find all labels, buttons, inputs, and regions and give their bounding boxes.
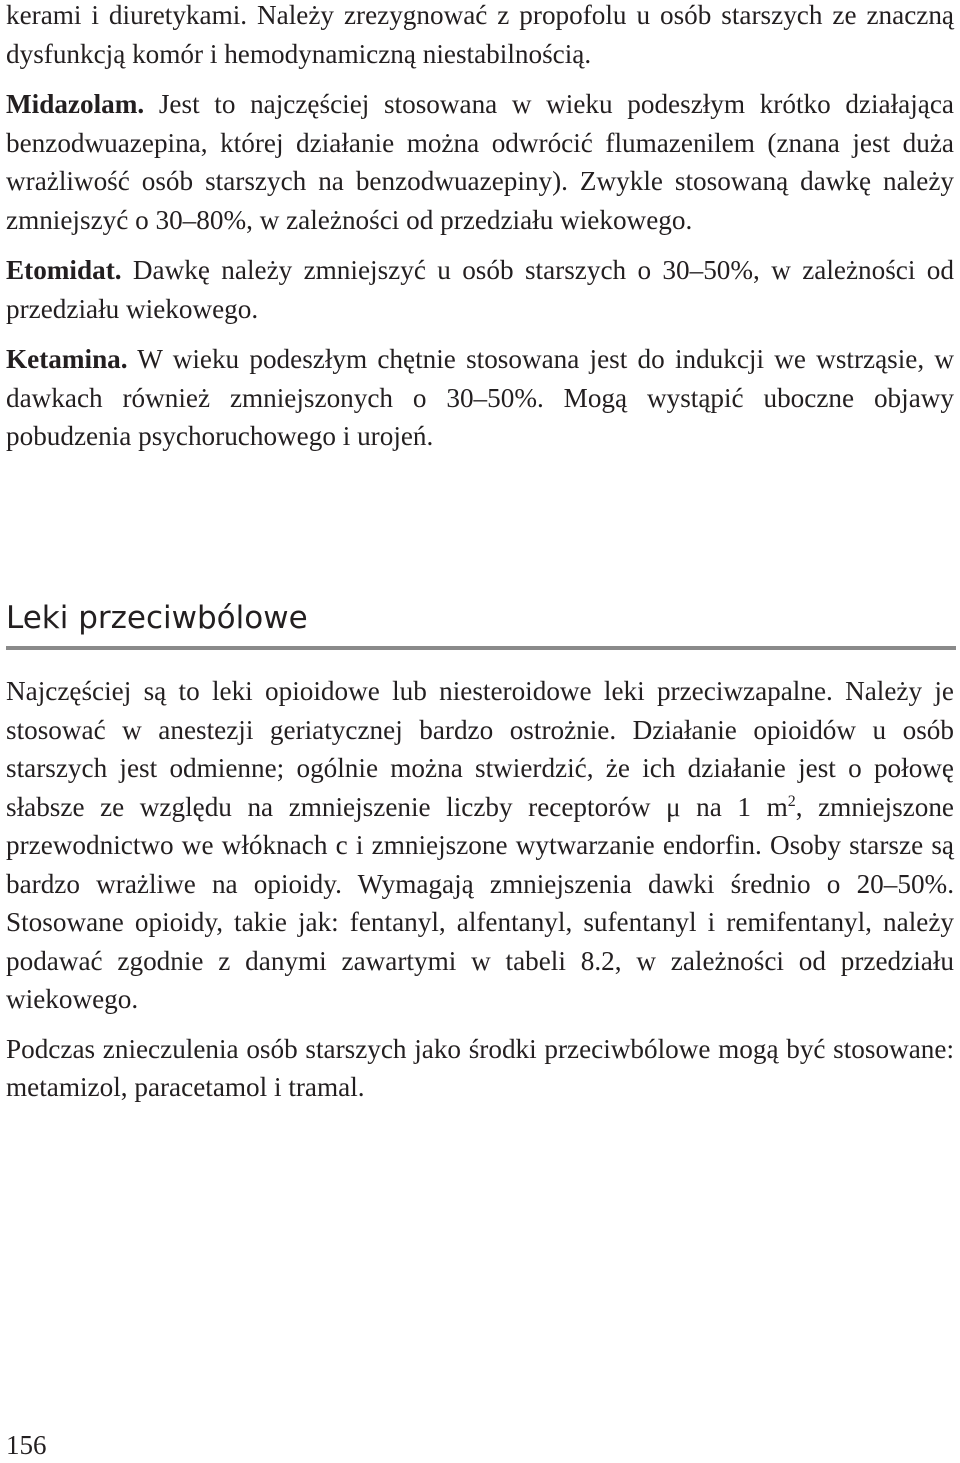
etomidat-paragraph [6, 251, 954, 328]
midazolam-paragraph [6, 85, 954, 239]
analgesics-paragraph-2: Podczas znieczulenia osób starszych jako środki przeciwbólowe mogą być stosowane: metamizol, paracetamol i tramal. [6, 1033, 954, 1102]
analgesics-paragraph-1 [6, 672, 954, 1019]
section-divider [6, 646, 956, 650]
ketamina-term: Ketamina. [6, 344, 128, 374]
section-heading: Leki przeciwbólowe [6, 600, 308, 636]
midazolam-term: Midazolam. [6, 89, 145, 119]
ketamina-text: W wieku podeszłym chętnie stosowana jest do indukcji we wstrząsie, w dawkach również zmniejszonych o 30–50%. Mogą wystąpić uboczne objawy pobudzenia psychoruchowego i urojeń. [6, 344, 954, 451]
document-page [6, 0, 954, 456]
midazolam-text: Jest to najczęściej stosowana w wieku podeszłym krótko działająca benzodwuazepina, której działanie można odwrócić flumazenilem (znana jest duża wrażliwość osób starszych na benzodwuazepiny). Zwykle stosowaną dawkę należy zmniejszyć o 30–80%, w zależności od przedziału wiekowego. [6, 89, 954, 235]
section-body [6, 672, 954, 1107]
analgesics-paragraph-1-part-a: Najczęściej są to leki opioidowe lub niesteroidowe leki przeciwzapalne. Należy je stosować w anestezji geriatycznej bardzo ostrożnie. Działanie opioidów u osób starszych jest odmienne; ogólnie można stwierdzić, że ich działanie jest o połowę słabsze ze względu na zmniejszenie liczby receptorów μ na 1 m [6, 676, 954, 822]
intro-paragraph: kerami i diuretykami. Należy zrezygnować z propofolu u osób starszych ze znaczną dysfunkcją komór i hemodynamiczną niestabilnością. [6, 0, 954, 69]
ketamina-paragraph [6, 340, 954, 456]
superscript-2: 2 [787, 792, 796, 810]
analgesics-paragraph-1-part-b: , zmniejszone przewodnictwo we włóknach c i zmniejszone wytwarzanie endorfin. Osoby starsze są bardzo wrażliwe na opioidy. Wymagają zmniejszenia dawki średnio o 20–50%. Stosowane opioidy, takie jak: fentanyl, alfentanyl, sufentanyl i remifentanyl, należy podawać zgodnie z danymi zawartymi w tabeli 8.2, w zależności od przedziału wiekowego. [6, 791, 954, 1014]
etomidat-term: Etomidat. [6, 255, 122, 285]
page-number: 156 [6, 1430, 47, 1460]
etomidat-text: Dawkę należy zmniejszyć u osób starszych o 30–50%, w zależności od przedziału wiekowego. [6, 255, 954, 324]
